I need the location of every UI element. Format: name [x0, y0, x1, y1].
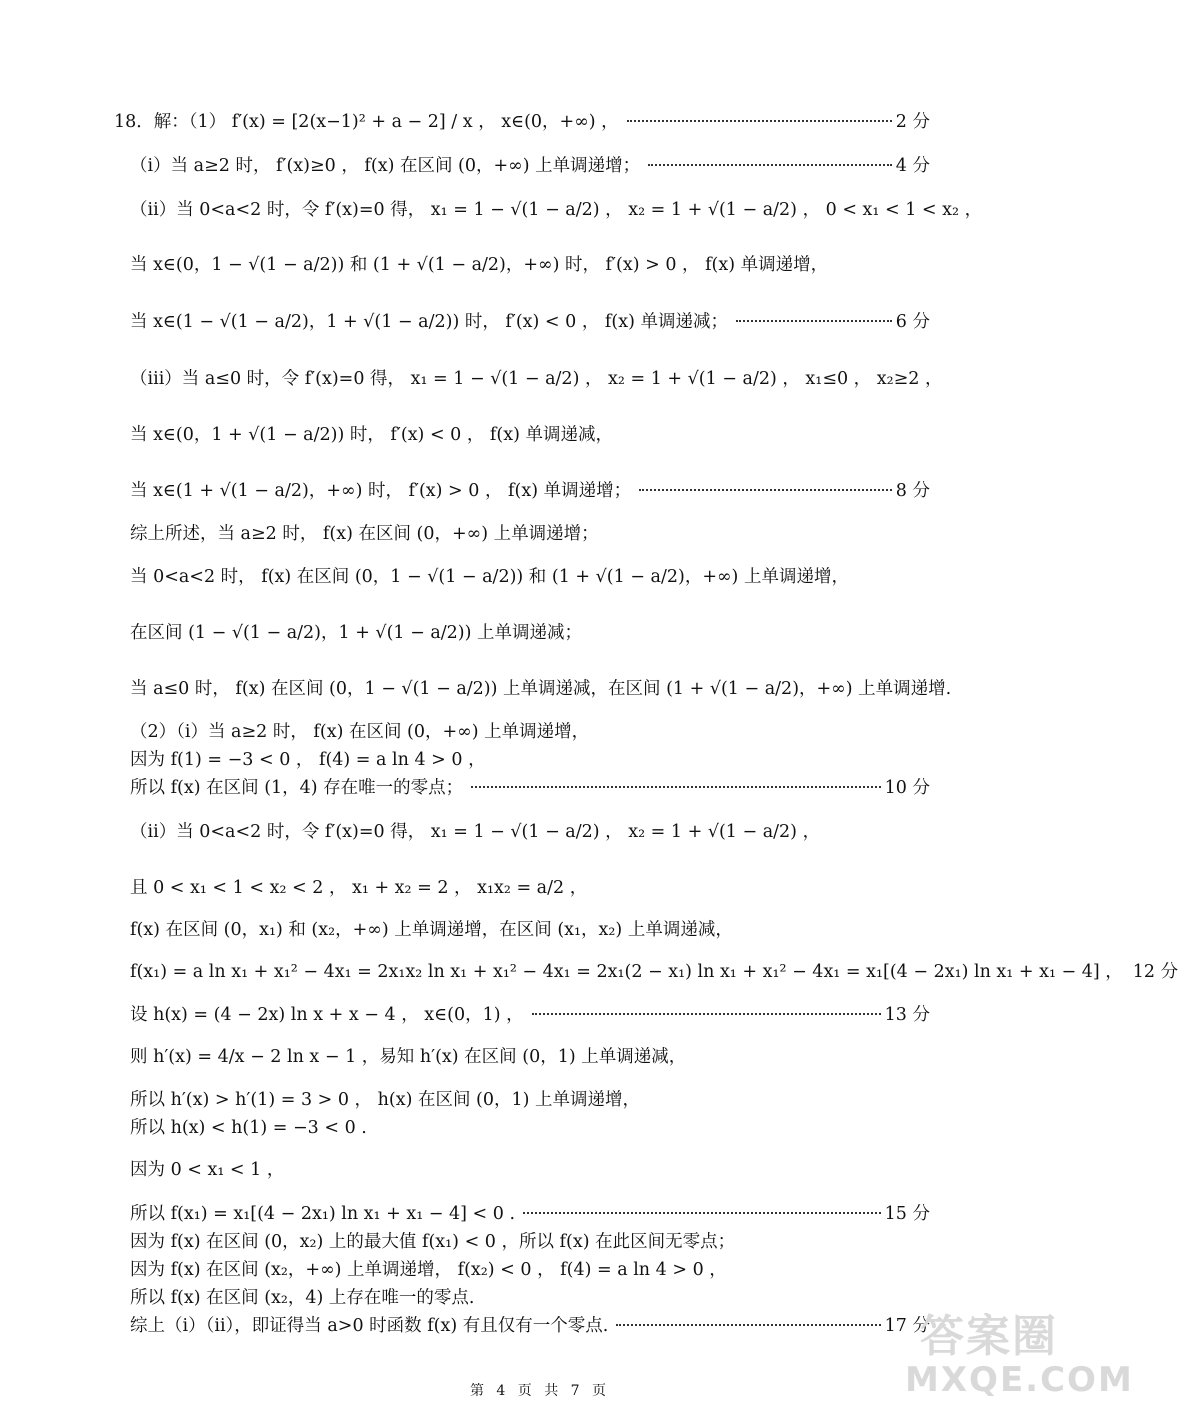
score-mark: 8 分 [895, 481, 930, 501]
solution-line: 18．解：（1） f′(x) = [2(x−1)² + a − 2] / x ， x∈(0，+∞) ， 2 分 [114, 112, 930, 132]
score-mark: 15 分 [884, 1204, 930, 1224]
solution-line: 当 x∈(1 − √(1 − a/2)，1 + √(1 − a/2)) 时， f′(x) < 0 ， f(x) 单调递减； 6 分 [130, 312, 930, 332]
solution-line: 所以 h′(x) > h′(1) = 3 > 0 ， h(x) 在区间 (0，1) 上单调递增， [130, 1090, 641, 1110]
solution-line: 且 0 < x₁ < 1 < x₂ < 2 ， x₁ + x₂ = 2 ， x₁x₂ = a/2 ， [130, 878, 588, 898]
score-mark: 12 分 [1132, 962, 1178, 982]
solution-line: 当 0<a<2 时， f(x) 在区间 (0，1 − √(1 − a/2)) 和 (1 + √(1 − a/2)，+∞) 上单调递增， [130, 567, 849, 587]
solution-line: 当 a≤0 时， f(x) 在区间 (0，1 − √(1 − a/2)) 上单调递减，在区间 (1 + √(1 − a/2)，+∞) 上单调递增. [130, 679, 952, 699]
solution-line: （ii）当 0<a<2 时，令 f′(x)=0 得， x₁ = 1 − √(1 − a/2) ， x₂ = 1 + √(1 − a/2) ， 0 < x₁ < 1 < x₂ ， [130, 200, 983, 220]
watermark-logo: 答案圈 [920, 1311, 1058, 1362]
page-footer: 第 4 页 共 7 页 [469, 1383, 611, 1399]
solution-line: 所以 f(x) 在区间 (x₂，4) 上存在唯一的零点. [130, 1288, 475, 1308]
solution-line: 综上所述，当 a≥2 时， f(x) 在区间 (0，+∞) 上单调递增； [130, 524, 599, 544]
solution-line: 综上（i）（ii），即证得当 a>0 时函数 f(x) 有且仅有一个零点. 17 分 [130, 1316, 930, 1336]
solution-line: （2）（i）当 a≥2 时， f(x) 在区间 (0，+∞) 上单调递增， [130, 722, 590, 742]
score-mark: 17 分 [884, 1316, 930, 1336]
solution-line: 在区间 (1 − √(1 − a/2)，1 + √(1 − a/2)) 上单调递减； [130, 623, 583, 643]
solution-line: （iii）当 a≤0 时，令 f′(x)=0 得， x₁ = 1 − √(1 − a/2) ， x₂ = 1 + √(1 − a/2) ， x₁≤0 ， x₂≥2 ， [130, 369, 943, 389]
solution-line: 因为 f(x) 在区间 (0，x₂) 上的最大值 f(x₁) < 0 ，所以 f(x) 在此区间无零点； [130, 1232, 736, 1252]
score-mark: 13 分 [884, 1005, 930, 1025]
watermark-url: MXQE.COM [905, 1360, 1134, 1400]
solution-line: 设 h(x) = (4 − 2x) ln x + x − 4 ， x∈(0，1) ， 13 分 [130, 1005, 930, 1025]
solution-line: （i）当 a≥2 时， f′(x)≥0 ， f(x) 在区间 (0，+∞) 上单调递增； 4 分 [130, 156, 930, 176]
solution-line: f(x₁) = a ln x₁ + x₁² − 4x₁ = 2x₁x₂ ln x₁ + x₁² − 4x₁ = 2x₁(2 − x₁) ln x₁ + x₁² − 4x₁ = x₁[(4 − 2x₁) ln x₁ + x₁ − 4] ， 12 分 [130, 962, 1178, 982]
score-mark: 10 分 [884, 778, 930, 798]
solution-line: 当 x∈(0，1 − √(1 − a/2)) 和 (1 + √(1 − a/2)，+∞) 时， f′(x) > 0 ， f(x) 单调递增， [130, 255, 829, 275]
solution-line: 当 x∈(0，1 + √(1 − a/2)) 时， f′(x) < 0 ， f(x) 单调递减， [130, 425, 614, 445]
solution-line: 所以 f(x) 在区间 (1，4) 存在唯一的零点； 10 分 [130, 778, 930, 798]
solution-line: f(x) 在区间 (0，x₁) 和 (x₂，+∞) 上单调递增，在区间 (x₁，x₂) 上单调递减， [130, 920, 733, 940]
solution-line: 因为 0 < x₁ < 1 ， [130, 1160, 285, 1180]
solution-line: 所以 h(x) < h(1) = −3 < 0 . [130, 1118, 367, 1138]
solution-line: 则 h′(x) = 4/x − 2 ln x − 1 ，易知 h′(x) 在区间 (0，1) 上单调递减， [130, 1047, 687, 1067]
score-mark: 2 分 [895, 112, 930, 132]
solution-line: （ii）当 0<a<2 时，令 f′(x)=0 得， x₁ = 1 − √(1 − a/2) ， x₂ = 1 + √(1 − a/2) ， [130, 822, 821, 842]
score-mark: 6 分 [895, 312, 930, 332]
solution-line: 当 x∈(1 + √(1 − a/2)，+∞) 时， f′(x) > 0 ， f(x) 单调递增； 8 分 [130, 481, 930, 501]
solution-line: 所以 f(x₁) = x₁[(4 − 2x₁) ln x₁ + x₁ − 4] < 0 . 15 分 [130, 1204, 930, 1224]
solution-line: 因为 f(1) = −3 < 0 ， f(4) = a ln 4 > 0 ， [130, 750, 486, 770]
solution-line: 因为 f(x) 在区间 (x₂，+∞) 上单调递增， f(x₂) < 0 ， f(4) = a ln 4 > 0 ， [130, 1260, 727, 1280]
score-mark: 4 分 [895, 156, 930, 176]
